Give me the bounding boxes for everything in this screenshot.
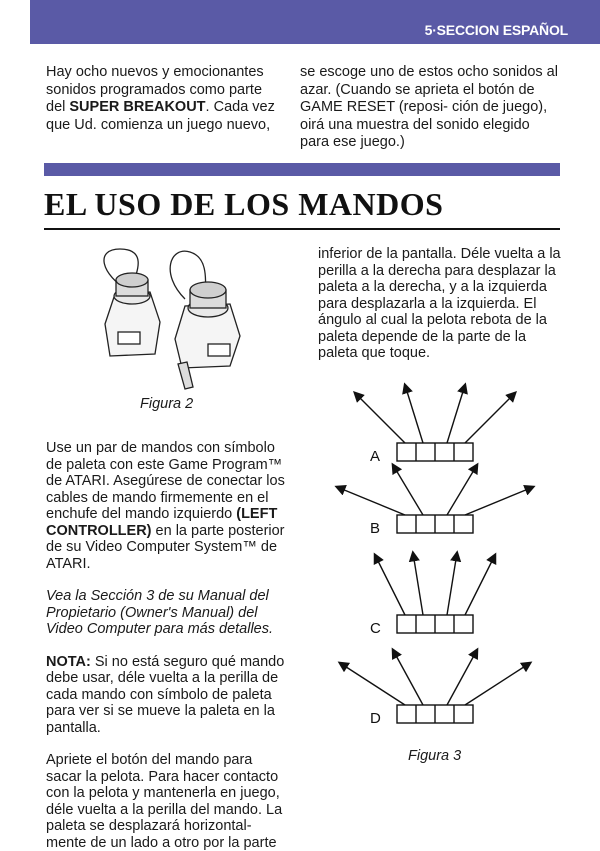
intro-left-text <box>46 64 291 134</box>
intro-line-4: que Ud. comienza un juego nuevo, <box>46 116 271 133</box>
header-bar <box>30 0 600 44</box>
paragraph-note: NOTA: Si no está seguro qué mando debe usar, déle vuelta a la perilla de cada mando con símbolo de paleta para ver si se mueve la paleta en la pantalla. <box>46 653 285 736</box>
title-rule <box>44 228 560 230</box>
intro-line-1: Hay ocho nuevos y emocionantes <box>46 64 264 80</box>
rebound-arrow <box>465 555 495 615</box>
rebound-arrow <box>405 385 423 443</box>
rebound-arrow <box>447 465 477 515</box>
section-header: 5·SECCION ESPAÑOL <box>424 22 568 38</box>
paragraph-manual: Vea la Sección 3 de su Manual del Propietario (Owner's Manual) del Video Computer para más detalles. <box>46 588 274 637</box>
rebound-arrow <box>465 663 530 705</box>
rebound-arrow <box>465 487 533 515</box>
intro-right-text: se escoge uno de estos ocho sonidos al azar. (Cuando se aprieta el botón de GAME RESET (reposi- ción de juego), oirá una muestra del sonido elegido para ese juego.) <box>300 64 558 150</box>
section-title: EL USO DE LOS MANDOS <box>44 186 444 222</box>
right-column-text: inferior de la pantalla. Déle vuelta a la perilla a la derecha para desplazar la paleta a la derecha, y a la izquierda para desplazarla a la izquierda. El ángulo al cual la pelota rebota de la paleta depende de la parte de la paleta que toque. <box>318 246 561 361</box>
rebound-arrow <box>465 393 515 443</box>
paddle-controllers-illustration <box>90 244 280 394</box>
figure-3-caption: Figura 3 <box>408 748 462 764</box>
paddle-label-c: C <box>370 620 381 637</box>
divider-bar <box>44 163 560 176</box>
note-label: NOTA: <box>46 653 91 670</box>
rebound-arrow <box>393 650 423 705</box>
rebound-arrow <box>447 650 477 705</box>
rebound-arrow <box>413 553 423 615</box>
left-column-text <box>46 440 291 851</box>
game-name: SUPER BREAKOUT <box>69 99 206 115</box>
rebound-arrow <box>393 465 423 515</box>
paragraph-serve: Apriete el botón del mando para sacar la pelota. Para hacer contacto con la pelota y mantenerla en juego, déle vuelta a la perilla del mando. La paleta se desplazará horizontal- mente de un lado a otro por la parte <box>46 752 283 851</box>
intro-line-2: sonidos programados como parte <box>46 81 263 98</box>
figure-2-caption: Figura 2 <box>140 396 194 412</box>
paddle-angle-diagram <box>330 380 570 740</box>
rebound-arrow <box>340 663 405 705</box>
rebound-arrow <box>355 393 405 443</box>
paddle-label-a: A <box>370 448 381 465</box>
rebound-arrow <box>375 555 405 615</box>
rebound-arrow <box>447 553 457 615</box>
paragraph-connect: Use un par de mandos con símbolo de paleta con este Game Program™ de ATARI. Asegúrese de conectar los cables de mando firmemente en el enchufe del mando izquierdo (LEFT CONTROLLER) en la parte posterior de su Video Computer System™ de ATARI. <box>46 440 285 572</box>
rebound-arrow <box>337 487 405 515</box>
paddle-label-d: D <box>370 710 381 727</box>
intro-line-3a: del <box>46 99 70 115</box>
intro-line-3b: . Cada vez <box>205 99 275 115</box>
rebound-arrow <box>447 385 465 443</box>
paddle-label-b: B <box>370 520 381 537</box>
